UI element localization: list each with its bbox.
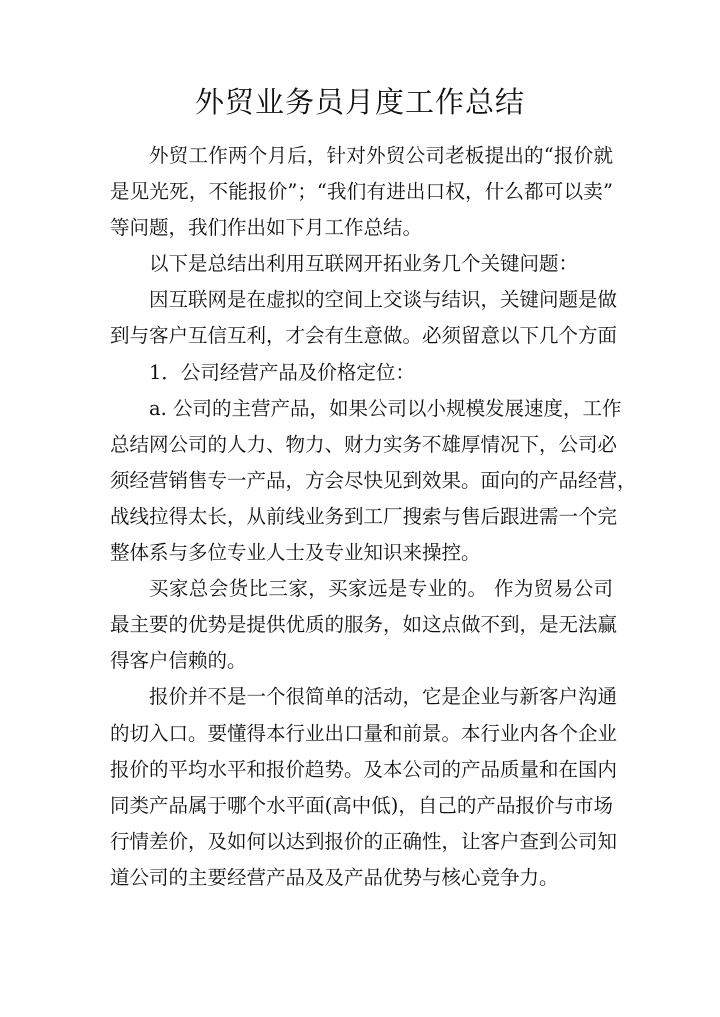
paragraph-line: 报价并不是一个很简单的活动，它是企业与新客户沟通 [149,685,618,709]
paragraph-line: a. 公司的主营产品，如果公司以小规模发展速度，工作 [149,396,622,420]
document-body [110,138,637,896]
paragraph-line: 同类产品属于哪个水平面(高中低)，自己的产品报价与市场 [110,793,613,817]
paragraph-line: 的切入口。要懂得本行业出口量和前景。本行业内各个企业 [110,721,618,745]
paragraph-line: 以下是总结出利用互联网开拓业务几个关键问题： [149,252,579,276]
paragraph-line: 报价的平均水平和报价趋势。及本公司的产品质量和在国内 [110,757,618,781]
paragraph-line: 行情差价，及如何以达到报价的正确性，让客户查到公司知 [110,829,618,853]
paragraph-line: 须经营销售专一产品，方会尽快见到效果。面向的产品经营， [110,468,637,492]
paragraph-line: 是见光死，不能报价”；“我们有进出口权，什么都可以卖” [110,180,613,204]
paragraph-line: 买家总会货比三家，买家远是专业的。 作为贸易公司 [149,577,613,601]
paragraph-line: 最主要的优势是提供优质的服务，如这点做不到，是无法赢 [110,613,618,637]
paragraph-line: 战线拉得太长，从前线业务到工厂搜索与售后跟进需一个完 [110,504,618,528]
paragraph-line: 等问题，我们作出如下月工作总结。 [110,216,423,240]
paragraph-line: 总结网公司的人力、物力、财力实务不雄厚情况下，公司必 [110,432,618,456]
document-title: 外贸业务员月度工作总结 [194,85,525,119]
paragraph-line: 1．公司经营产品及价格定位： [149,360,415,384]
paragraph-line: 因互联网是在虚拟的空间上交谈与结识，关键问题是做 [149,288,618,312]
paragraph-line: 得客户信赖的。 [110,649,247,673]
paragraph-line: 整体系与多位专业人士及专业知识来操控。 [110,541,481,565]
paragraph-line: 到与客户互信互利，才会有生意做。必须留意以下几个方面 [110,324,618,348]
paragraph-line: 道公司的主要经营产品及及产品优势与核心竞争力。 [110,865,559,889]
paragraph-line: 外贸工作两个月后，针对外贸公司老板提出的“报价就 [149,144,613,167]
